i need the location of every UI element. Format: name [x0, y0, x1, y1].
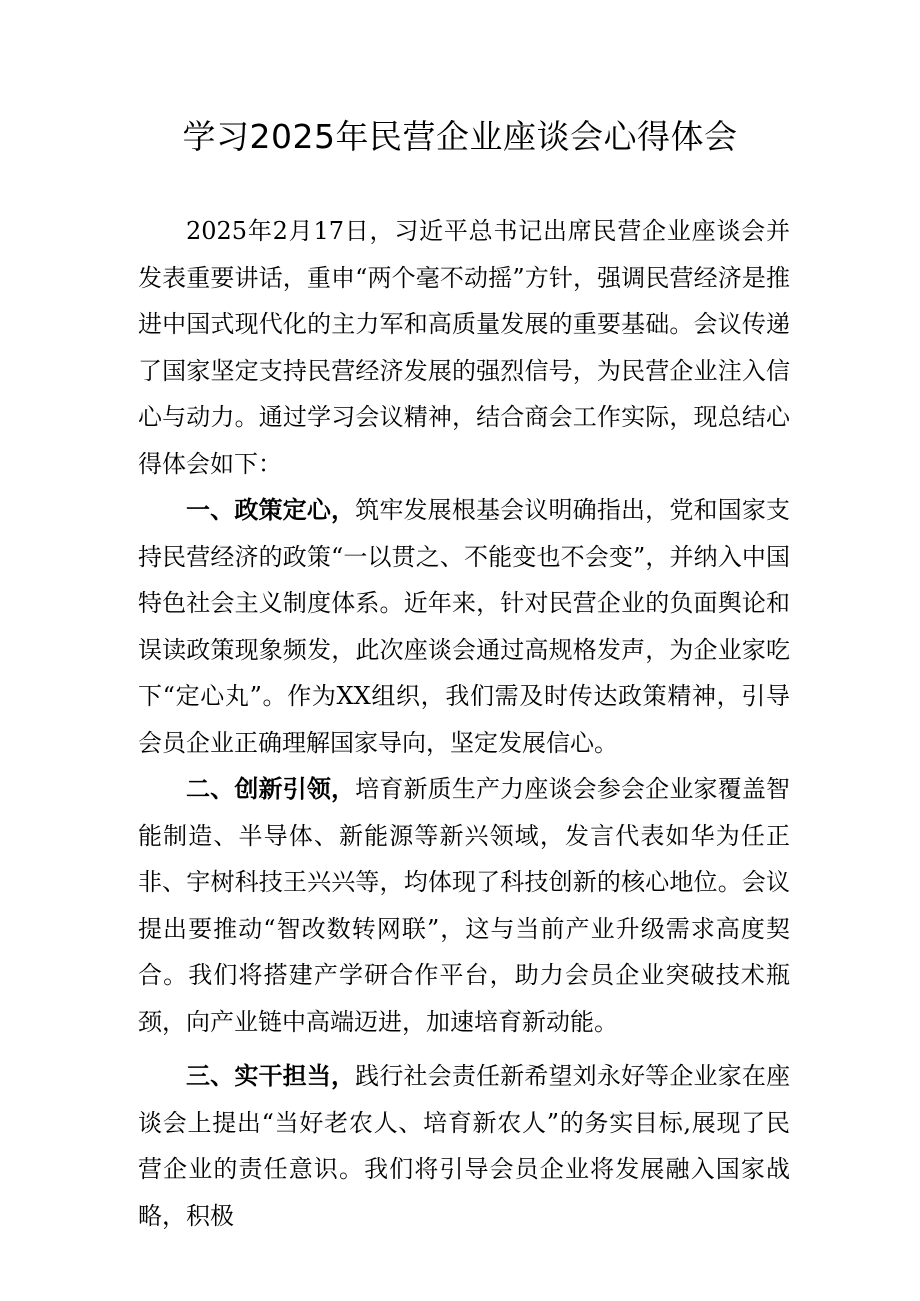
- paragraph-text: 培育新质生产力座谈会参会企业家覆盖智能制造、半导体、新能源等新兴领域，发言代表如华为任正非、宇树科技王兴兴等，均体现了科技创新的核心地位。会议提出要推动“智改数转网联”，这与当前产业升级需求高度契合。我们将搭建产学研合作平台，助力会员企业突破技术瓶颈，向产业链中高端迈进，加速培育新动能。: [138, 775, 791, 1036]
- section-2-paragraph: [138, 766, 790, 1045]
- section-3-paragraph: [138, 1053, 790, 1239]
- document-body: [138, 208, 790, 1239]
- section-3-heading: 三、实干担当，: [186, 1061, 356, 1090]
- paragraph-text: 2025年2月17日，习近平总书记出席民营企业座谈会并发表重要讲话，重申“两个毫不动摇”方针，强调民营经济是推进中国式现代化的主力军和高质量发展的重要基础。会议传递了国家坚定支持民营经济发展的强烈信号，为民营企业注入信心与动力。通过学习会议精神，结合商会工作实际，现总结心得体会如下：: [138, 217, 790, 478]
- section-2-heading: 二、创新引领，: [186, 774, 356, 803]
- document-title: 学习2025年民营企业座谈会心得体会: [182, 117, 738, 156]
- paragraph-text: 践行社会责任新希望刘永好等企业家在座谈会上提出“当好老农人、培育新农人”的务实目标,展现了民营企业的责任意识。我们将引导会员企业将发展融入国家战略，积极: [138, 1062, 791, 1230]
- section-1-heading: 一、政策定心，: [186, 495, 356, 524]
- intro-paragraph: [138, 208, 790, 487]
- section-1-paragraph: [138, 487, 790, 766]
- paragraph-text: 筑牢发展根基会议明确指出，党和国家支持民营经济的政策“一以贯之、不能变也不会变”，并纳入中国特色社会主义制度体系。近年来，针对民营企业的负面舆论和误读政策现象频发，此次座谈会通过高规格发声，为企业家吃下“定心丸”。作为XX组织，我们需及时传达政策精神，引导会员企业正确理解国家导向，坚定发展信心。: [138, 496, 791, 757]
